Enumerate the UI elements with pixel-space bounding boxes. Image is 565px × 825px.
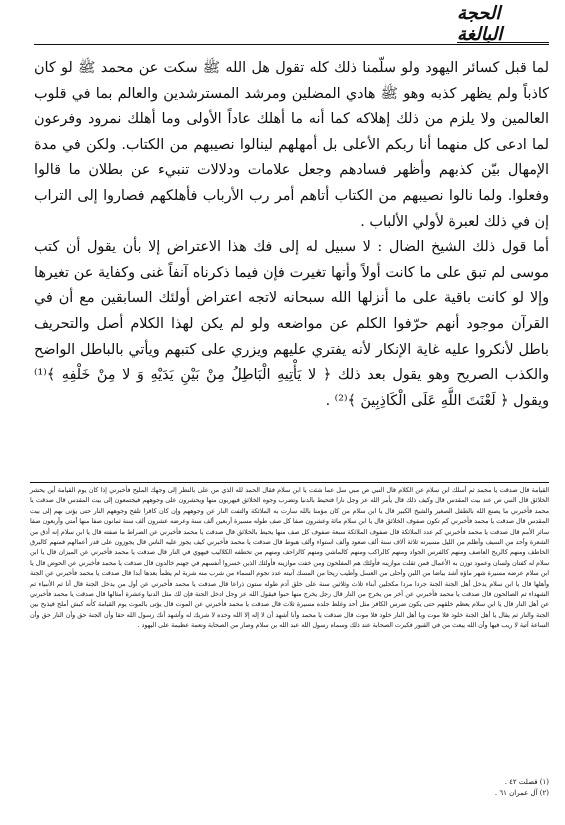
- header-logo: الحجة البالغة: [457, 6, 549, 43]
- header-rule: [34, 44, 549, 45]
- paragraph: أما قول ذلك الشيخ الضال : لا سبيل له إلى فك هذا الاعتراض إلا بأن يقول أن كتب موسى لم تبق على ما كانت أولاً وأنها تغيرت فإن فيما ذكرناه آنفاً غنى وكفاية عن تغيرها وإلا لو كانت باقية على ما أنزلها الله سبحانه لاتجه اعتراض أولئك السابقين مع أن في القرآن موجود أنهم حرّفوا الكلم عن مواضعه ولو لم يكن لهذا الكلام أصل والتحريف باطل لأنكروا عليه غاية الإنكار لأنه يفتري عليهم ويزري على كتبهم ويأتي بالباطل الواضح والكذب الصريح وهو يقول بعد ذلك ﴿ لا يَأْتِيهِ الْبَاطِلُ مِنْ بَيْنِ يَدَيْهِ وَ لا مِنْ خَلْفِهِ ﴾⁽¹⁾ ويقول ﴿ لَعْنَتَ اللَّهِ عَلَى الْكَاذِبِينَ ﴾⁽²⁾ .: [34, 239, 549, 409]
- paragraph: لما قبل كسائر اليهود ولو سلّمنا ذلك كله تقول هل الله ﷺ سكت عن محمد ﷺ لو كان كاذباً ولم يظهر كذبه وهو ﷺ هادي المضلين ومرشد المسترشدين والعالم بما في قلوب العالمين ولا يلزم من ذلك إهلاكه كما أنه ما أهلك عاداً الأولى وما أهلك نمرود وفرعون لما ادعى كل منهما أنا ربكم الأعلى بل أمهلهم لينالوا نصيبهم من الكتاب. ولكن في مدة الإمهال بيّن كذبهم وأظهر فسادهم وجعل علامات ودلالات تنبيء عن بطلان ما قالوا وفعلوا. ولما نالوا نصيبهم من الكتاب أتاهم أمر رب الأرباب فأهلكهم فصاروا إلى التراب إن في ذلك لعبرة لأولي الألباب .: [34, 60, 549, 230]
- main-text: [34, 56, 549, 414]
- reference-item: (١) فصلت ٤٢ .: [504, 778, 549, 786]
- references: [169, 777, 549, 799]
- footnote-text: القيامة قال صدقت يا محمد ثم أسلك ابن سلام عن الكلام قال النبي ص مبي سل عما شئت يا ابن سلام فقال الحمد لله الذي من على بالنظر إلى وجهك المليح فأخبرني إذا كان يوم القيامة أين يحشر الخلائق قال النبي ص عند بيت المقدس قال وكيف ذلك قال يأمر الله عز وجل نارا فتحيط بالدنيا وتضرب وجوه الخلائق فيهربون منها ويحشرون على وجوههم فيجتمعون إلى بيت المقدس قال صدقت يا محمد فأخبرني ما يصنع الله بالطفل الصغير والشيخ الكبير قال يا ابن سلام من كان مؤمنا بالله سارت به الملائكة والتفت النار عن وجوههم وإن كان كافرا تلفح وجوههم النار حتى يؤتى بهم إلى بيت المقدس قال صدقت يا محمد فأخبرني كم تكون صفوف الخلائق قال يا ابن سلام مائة وعشرون صفا كل صف طوله مسيرة أربعين ألف سنة وعرضه عشرون ألف سنة ثمانون صفا منها أمتي وأربعون صفا سائر الأمم قال صدقت يا محمد فأخبرني كم عدد الملائكة قال صفوف الملائكة سبعة صفوف كل صف منها يحيط بالخلائق قال صدقت يا محمد فأخبرني عن الصراط ما صفته قال يا ابن سلام إنه أدق من الشعرة وأحد من السيف وأظلم من الليل مسيرته ثلاثة آلاف سنة ألف صعود وألف استواء وألف هبوط قال صدقت يا محمد فأخبرني كيف يجوز عليه الناس قال يجوزون على قدر أعمالهم فمنهم كالبرق الخاطف ومنهم كالريح العاصف ومنهم كالفرس الجواد ومنهم كالراكب ومنهم كالماشي ومنهم كالزاحف ومنهم من تخطفه الكلاليب فيهوي في النار قال صدقت يا محمد فأخبرني عن الميزان قال يا ابن سلام له كفتان ولسان وعمود توزن به الأعمال فمن ثقلت موازينه فأولئك هم المفلحون ومن خفت موازينه فأولئك الذين خسروا أنفسهم في جهنم خالدون قال صدقت يا محمد فأخبرني عن الحوض قال يا ابن سلام عرضه مسيرة شهر ماؤه أشد بياضا من اللبن وأحلى من العسل وأطيب ريحا من المسك آنيته عدد نجوم السماء من شرب منه شربة لم يظمأ بعدها أبدا قال صدقت يا محمد فأخبرني عن الجنة وأهلها قال يا ابن سلام يدخل أهل الجنة الجنة جردا مردا مكحلين أبناء ثلاث وثلاثين سنة على خلق آدم طوله ستون ذراعا قال صدقت يا محمد فأخبرني عن أول من يدخل الجنة قال أنا ثم الأنبياء ثم الشهداء ثم الصالحون قال صدقت يا محمد فأخبرني عن آخر من يخرج من النار قال رجل يخرج منها حبوا فيقول الله عز وجل ادخل الجنة فإن لك مثل الدنيا وعشرة أمثالها قال صدقت يا محمد فأخبرني عن أهل النار قال يا ابن سلام يعظم خلقهم حتى يكون ضرس الكافر مثل أحد وغلظ جلده مسيرة ثلاث قال صدقت يا محمد فأخبرني عن الموت قال يؤتى بالموت يوم القيامة كأنه كبش أملح فيذبح بين الجنة والنار ثم يقال يا أهل الجنة خلود فلا موت ويا أهل النار خلود فلا موت قال صدقت يا محمد وأنا أشهد أن لا إله إلا الله وحده لا شريك له وأشهد أنك رسول الله حقا وأن الجنة حق وأن النار حق وأن الساعة آتية لا ريب فيها وأن الله يبعث من في القبور فكبرت الصحابة عند ذلك وسماه رسول الله عبد الله بن سلام وصار من الصحابة ونعمة عظيمة على اليهود .: [30, 487, 549, 630]
- footnote-block: [30, 486, 549, 632]
- reference-item: (٢) آل عمران ٦١ .: [494, 789, 549, 797]
- footnote-separator: [30, 482, 549, 483]
